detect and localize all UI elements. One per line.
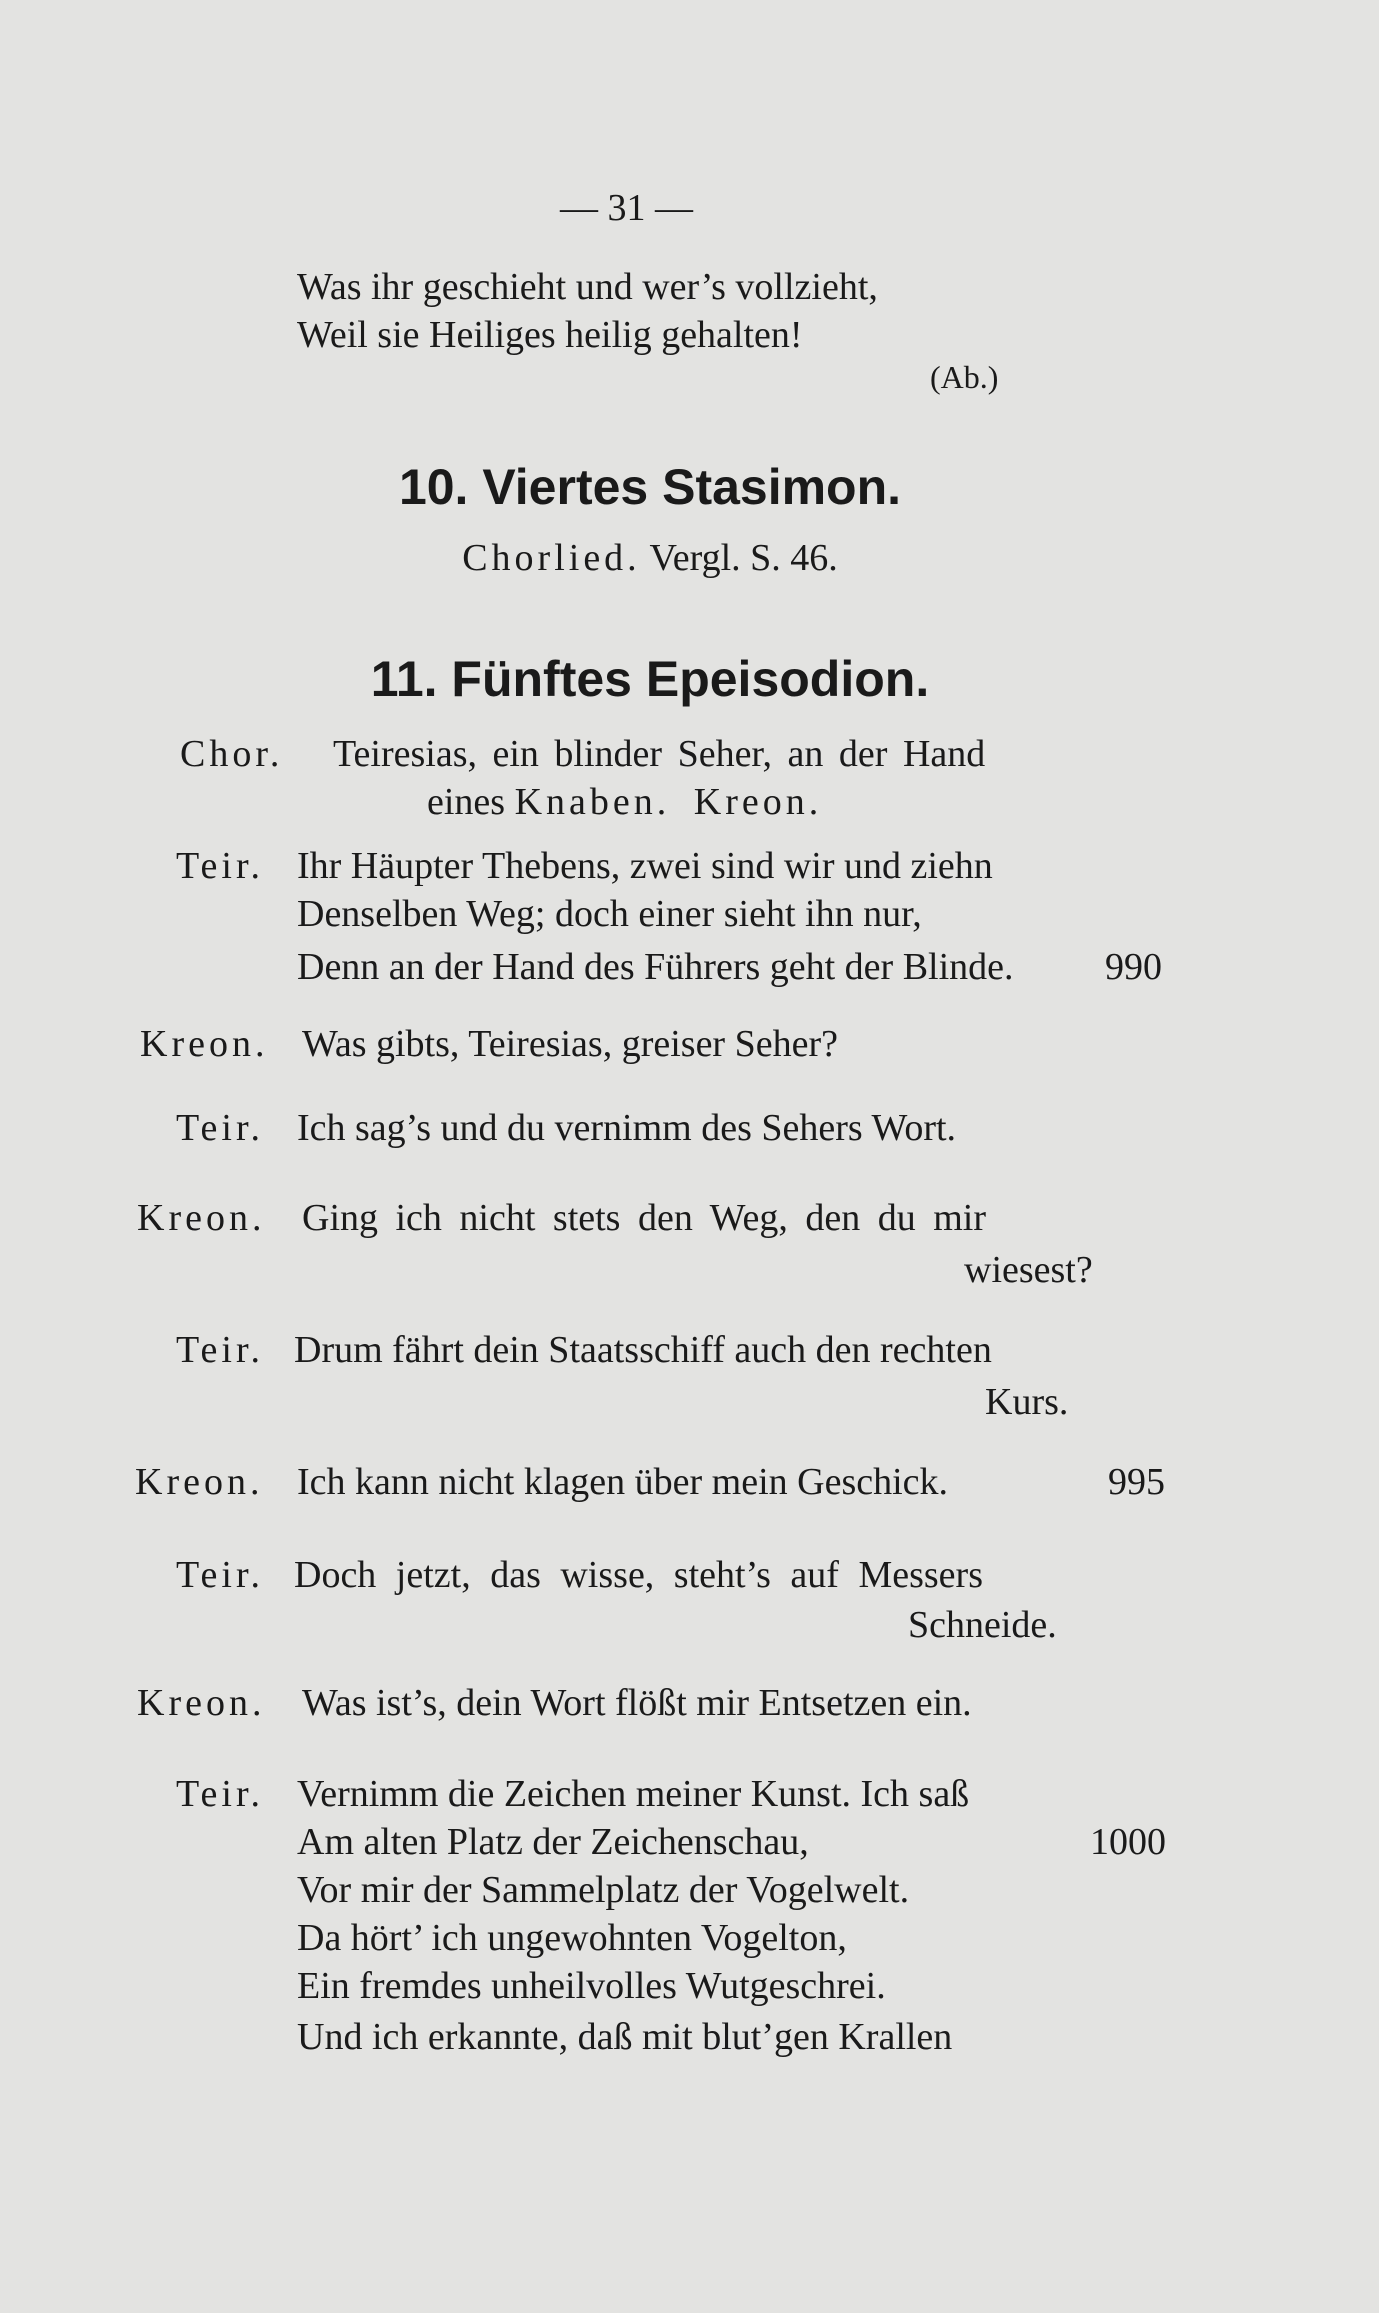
speaker-label: Kreon. [140, 1023, 269, 1065]
verse-line: Vernimm die Zeichen meiner Kunst. Ich saß [297, 1773, 970, 1815]
stage-direction: (Ab.) [930, 359, 999, 395]
speaker-label: Kreon. [135, 1461, 264, 1503]
verse-line: Was ihr geschieht und wer’s vollzieht, [297, 266, 878, 308]
stage-direction-part: Knaben. [514, 781, 671, 823]
verse-line: Was ist’s, dein Wort flößt mir Entsetzen ein. [302, 1682, 972, 1724]
section-heading: 11. Fünftes Epeisodion. [370, 651, 930, 707]
verse-line-continued: Kurs. [985, 1381, 1069, 1423]
speaker-label: Teir. [176, 1329, 265, 1371]
stage-direction [427, 780, 822, 824]
verse-line: Da hört’ ich ungewohnten Vogelton, [297, 1917, 847, 1959]
verse-line: Und ich erkannte, daß mit blut’gen Krallen [297, 2016, 953, 2058]
section-subheading [0, 536, 1300, 580]
verse-line-continued: wiesest? [964, 1249, 1093, 1291]
page-number: — 31 — [560, 187, 693, 229]
section-heading: 10. Viertes Stasimon. [398, 459, 902, 515]
stage-direction-part: Kreon. [693, 781, 823, 823]
verse-line: Ihr Häupter Thebens, zwei sind wir und ziehn [297, 845, 993, 887]
verse-line: Denn an der Hand des Führers geht der Blinde. [297, 946, 1014, 988]
speaker-label: Teir. [176, 1773, 265, 1815]
speaker-label: Teir. [176, 1554, 265, 1596]
verse-line: Ein fremdes unheilvolles Wutgeschrei. [297, 1965, 886, 2007]
stage-direction: Teiresias, ein blinder Seher, an der Hand [333, 733, 986, 775]
speaker-label: Kreon. [137, 1682, 266, 1724]
verse-line: Weil sie Heiliges heilig gehalten! [297, 314, 803, 356]
speaker-label: Chor. [180, 733, 284, 775]
verse-line: Am alten Platz der Zeichenschau, [297, 1821, 809, 1863]
subheading-ref: Vergl. S. 46. [649, 537, 838, 579]
speaker-label: Kreon. [137, 1197, 266, 1239]
line-number: 990 [1105, 946, 1162, 988]
verse-line: Ich sag’s und du vernimm des Sehers Wort. [297, 1107, 957, 1149]
verse-line: Ich kann nicht klagen über mein Geschick. [297, 1461, 949, 1503]
speaker-label: Teir. [176, 845, 265, 887]
speaker-label: Teir. [176, 1107, 265, 1149]
verse-line: Was gibts, Teiresias, greiser Seher? [302, 1023, 838, 1065]
verse-line: Ging ich nicht stets den Weg, den du mir [302, 1197, 986, 1239]
line-number: 1000 [1090, 1821, 1166, 1863]
verse-line: Denselben Weg; doch einer sieht ihn nur, [297, 893, 922, 935]
verse-line: Doch jetzt, das wisse, steht’s auf Messers [294, 1554, 983, 1596]
stage-direction-part: eines [427, 781, 506, 823]
verse-line: Vor mir der Sammelplatz der Vogelwelt. [297, 1869, 910, 1911]
verse-line-continued: Schneide. [908, 1604, 1057, 1646]
subheading-spaced: Chorlied. [462, 537, 641, 579]
line-number: 995 [1108, 1461, 1165, 1503]
verse-line: Drum fährt dein Staatsschiff auch den rechten [294, 1329, 992, 1371]
